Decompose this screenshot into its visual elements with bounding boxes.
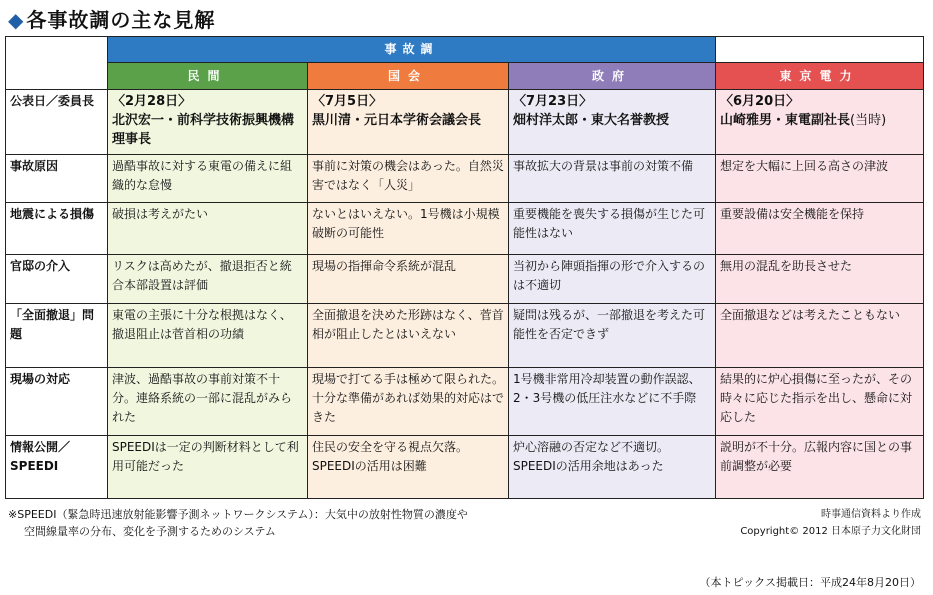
date-text: 〈7月23日〉	[513, 94, 593, 109]
table-cell: 破損は考えがたい	[108, 203, 308, 255]
chair-name: 畑村洋太郎・東大名誉教授	[513, 113, 670, 128]
row-label: 現場の対応	[6, 368, 108, 436]
table-cell: 津波、過酷事故の事前対策不十分。連絡系統の一部に混乱がみられた	[108, 368, 308, 436]
group-header: 事故調	[108, 37, 716, 63]
table-cell: 全面撤退を決めた形跡はなく、菅首相が阻止したとはいえない	[308, 304, 509, 368]
table-row	[6, 368, 924, 436]
chair-name: 山崎雅男・東電副社長(当時)	[720, 113, 887, 128]
row-label: 情報公開／SPEEDI	[6, 436, 108, 499]
speedi-footnote	[8, 506, 468, 540]
table-row	[6, 90, 924, 155]
page-title: ◆ 各事故調の主な見解	[8, 8, 216, 32]
table-cell: 過酷事故に対する東電の備えに組織的な怠慢	[108, 155, 308, 203]
blank-header-cell	[716, 37, 924, 63]
column-header-minkan: 民間	[108, 63, 308, 90]
table-cell: リスクは高めたが、撤退拒否と統合本部設置は評価	[108, 255, 308, 304]
corner-cell	[6, 37, 108, 90]
row-label: 地震による損傷	[6, 203, 108, 255]
publication-date: （本トピックス掲載日：平成24年8月20日）	[699, 576, 921, 589]
table-cell: 事前に対策の機会はあった。自然災害ではなく「人災」	[308, 155, 509, 203]
diamond-icon: ◆	[8, 8, 25, 32]
table-cell: 1号機非常用冷却装置の動作誤認、2・3号機の低圧注水などに不手際	[509, 368, 716, 436]
row-label: 公表日／委員長	[6, 90, 108, 155]
date-text: 〈7月5日〉	[312, 94, 383, 109]
table-row	[6, 203, 924, 255]
table-cell: 当初から陣頭指揮の形で介入するのは不適切	[509, 255, 716, 304]
table-cell	[509, 90, 716, 155]
row-label: 「全面撤退」問題	[6, 304, 108, 368]
table-cell: 結果的に炉心損傷に至ったが、その時々に応じた指示を出し、懸命に対応した	[716, 368, 924, 436]
table-cell: 説明が不十分。広報内容に国との事前調整が必要	[716, 436, 924, 499]
table-row	[6, 155, 924, 203]
date-text: 〈2月28日〉	[112, 94, 192, 109]
table-cell	[716, 90, 924, 155]
table-cell: ないとはいえない。1号機は小規模破断の可能性	[308, 203, 509, 255]
column-header-row	[6, 63, 924, 90]
table-cell: SPEEDIは一定の判断材料として利用可能だった	[108, 436, 308, 499]
group-header-row	[6, 37, 924, 63]
table-row	[6, 304, 924, 368]
footnote-line: ※SPEEDI（緊急時迅速放射能影響予測ネットワークシステム）：大気中の放射性物質の濃度や	[8, 508, 468, 521]
column-header-kokkai: 国会	[308, 63, 509, 90]
table-cell	[108, 90, 308, 155]
column-header-tokyo-denryoku: 東京電力	[716, 63, 924, 90]
table-cell: 住民の安全を守る視点欠落。SPEEDIの活用は困難	[308, 436, 509, 499]
table-cell: 重要機能を喪失する損傷が生じた可能性はない	[509, 203, 716, 255]
table-row	[6, 255, 924, 304]
table-cell: 現場で打てる手は極めて限られた。十分な準備があれば効果的対応はできた	[308, 368, 509, 436]
table-cell: 東電の主張に十分な根拠はなく、撤退阻止は菅首相の功績	[108, 304, 308, 368]
footnote-line: 空間線量率の分布、変化を予測するためのシステム	[24, 525, 276, 538]
copyright-text: Copyright© 2012 日本原子力文化財団	[740, 526, 921, 537]
table-cell: 炉心溶融の否定など不適切。SPEEDIの活用余地はあった	[509, 436, 716, 499]
table-cell: 疑問は残るが、一部撤退を考えた可能性を否定できず	[509, 304, 716, 368]
table-cell	[308, 90, 509, 155]
column-header-seifu: 政府	[509, 63, 716, 90]
table-cell: 事故拡大の背景は事前の対策不備	[509, 155, 716, 203]
findings-table	[5, 36, 924, 499]
source-text: 時事通信資料より作成	[821, 509, 921, 520]
table-row	[6, 436, 924, 499]
date-text: 〈6月20日〉	[720, 94, 800, 109]
chair-name: 黒川清・元日本学術会議会長	[312, 113, 482, 128]
table-cell: 重要設備は安全機能を保持	[716, 203, 924, 255]
chair-name: 北沢宏一・前科学技術振興機構理事長	[112, 113, 295, 147]
table-cell: 想定を大幅に上回る高さの津波	[716, 155, 924, 203]
row-label: 官邸の介入	[6, 255, 108, 304]
chair-note: (当時)	[850, 113, 887, 128]
table-cell: 無用の混乱を助長させた	[716, 255, 924, 304]
source-credit	[740, 506, 921, 540]
row-label: 事故原因	[6, 155, 108, 203]
table-cell: 全面撤退などは考えたこともない	[716, 304, 924, 368]
table-cell: 現場の指揮命令系統が混乱	[308, 255, 509, 304]
